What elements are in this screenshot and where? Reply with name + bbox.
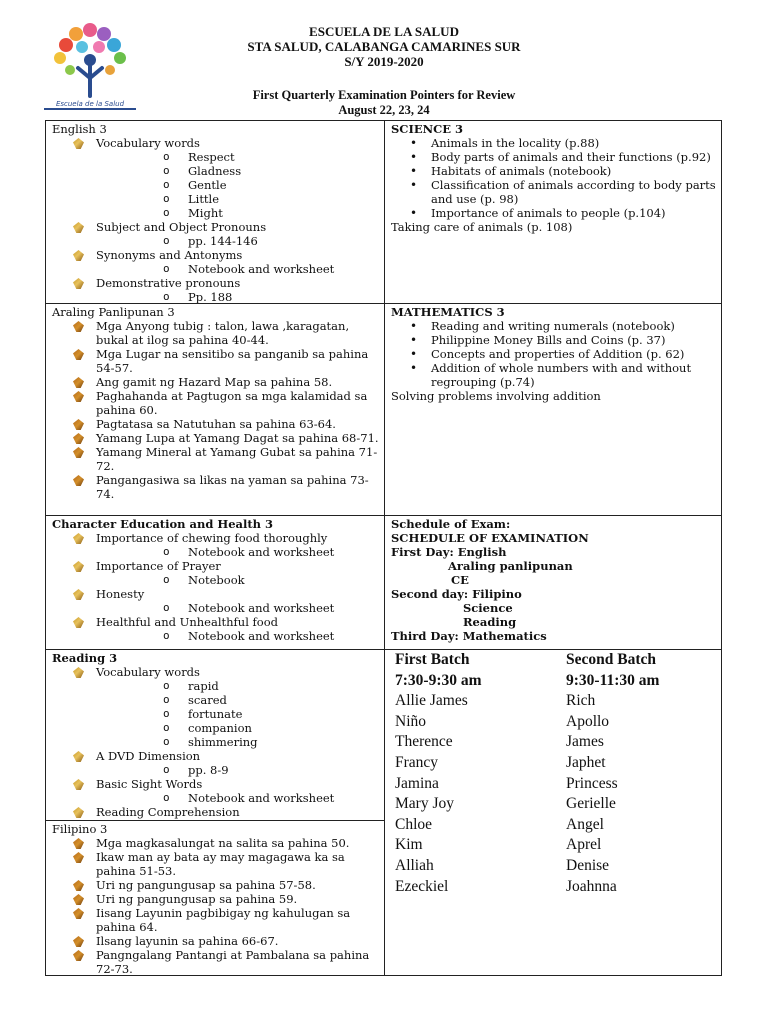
- science-list: [385, 136, 722, 220]
- schedule-cell: [385, 516, 722, 650]
- list-item: Healthful and Unhealthful food o Notebook and worksheet: [46, 615, 384, 643]
- list-item: • Philippine Money Bills and Coins (p. 37): [385, 333, 722, 347]
- character-list: [46, 531, 384, 643]
- list-item: o Notebook and worksheet: [96, 601, 384, 615]
- batch-cell: [385, 650, 722, 977]
- list-item: A DVD Dimension o pp. 8-9: [46, 749, 384, 777]
- list-item: o fortunate: [96, 707, 384, 721]
- list-item: Mga Anyong tubig : talon, lawa ,karagatan, bukal at ilog sa pahina 40-44.: [46, 319, 384, 347]
- list-item: o Respect: [96, 150, 384, 164]
- list-item: • Classification of animals according to body parts and use (p. 98): [385, 178, 722, 206]
- student-name: Therence: [395, 733, 453, 751]
- schedule-line: CE: [451, 573, 469, 587]
- character-title: Character Education and Health 3: [52, 517, 274, 531]
- math-cell: [385, 304, 722, 516]
- list-item: Honesty o Notebook and worksheet: [46, 587, 384, 615]
- list-item: o Gladness: [96, 164, 384, 178]
- list-item: Iisang Layunin pagbibigay ng kahulugan sa pahina 64.: [46, 906, 384, 934]
- second-batch-time: 9:30-11:30 am: [566, 671, 660, 689]
- list-item: o Might: [96, 206, 384, 220]
- list-item: Ang gamit ng Hazard Map sa pahina 58.: [46, 375, 384, 389]
- list-item: Synonyms and Antonyms o Notebook and worksheet: [46, 248, 384, 276]
- list-item: o Notebook: [96, 573, 384, 587]
- list-item: Pangngalang Pantangi at Pambalana sa pahina 72-73.: [46, 948, 384, 976]
- list-item: Ilsang layunin sa pahina 66-67.: [46, 934, 384, 948]
- exam-dates: August 22, 23, 24: [338, 103, 430, 117]
- logo-caption: Escuela de la Salud: [44, 100, 136, 110]
- student-name: Alliah: [395, 856, 434, 874]
- math-title: MATHEMATICS 3: [391, 305, 505, 319]
- list-item: Yamang Mineral at Yamang Gubat sa pahina 71-72.: [46, 445, 384, 473]
- list-item: • Reading and writing numerals (notebook): [385, 319, 722, 333]
- list-item: • Concepts and properties of Addition (p. 62): [385, 347, 722, 361]
- list-item: o Notebook and worksheet: [96, 262, 384, 276]
- student-name: Princess: [566, 774, 618, 792]
- schedule-title: SCHEDULE OF EXAMINATION: [391, 531, 589, 545]
- first-batch-time: 7:30-9:30 am: [395, 671, 482, 689]
- list-item: • Addition of whole numbers with and without regrouping (p.74): [385, 361, 722, 389]
- list-item: • Animals in the locality (p.88): [385, 136, 722, 150]
- reading-list: [46, 665, 384, 819]
- schedule-line: Araling panlipunan: [448, 559, 573, 573]
- araling-title: Araling Panlipunan 3: [52, 305, 175, 319]
- english-list: [46, 136, 384, 304]
- list-item: Vocabulary words o Respect o Gladness o Gentle o Little o Might: [46, 136, 384, 220]
- list-item: o Notebook and worksheet: [96, 629, 384, 643]
- second-batch-column: [566, 650, 659, 897]
- student-name: Jamina: [395, 774, 439, 792]
- student-name: Kim: [395, 836, 423, 854]
- filipino-list: [46, 836, 384, 976]
- school-address: STA SALUD, CALABANGA CAMARINES SUR: [247, 39, 521, 54]
- student-name: Ezeckiel: [395, 877, 449, 895]
- list-item: Mga magkasalungat na salita sa pahina 50.: [46, 836, 384, 850]
- list-item: o Gentle: [96, 178, 384, 192]
- student-name: Rich: [566, 692, 596, 710]
- second-batch-title: Second Batch: [566, 651, 656, 668]
- student-name: Angel: [566, 815, 604, 833]
- schedule-line: Reading: [463, 615, 517, 629]
- list-item: Pagtatasa sa Natutuhan sa pahina 63-64.: [46, 417, 384, 431]
- list-item: Mga Lugar na sensitibo sa panganib sa pahina 54-57.: [46, 347, 384, 375]
- student-name: Aprel: [566, 836, 602, 854]
- list-item: Pangangasiwa sa likas na yaman sa pahina 73-74.: [46, 473, 384, 501]
- character-cell: [46, 516, 385, 650]
- list-item: Ikaw man ay bata ay may magagawa ka sa pahina 51-53.: [46, 850, 384, 878]
- list-item: Yamang Lupa at Yamang Dagat sa pahina 68-71.: [46, 431, 384, 445]
- schedule-heading: Schedule of Exam:: [391, 517, 511, 531]
- student-name: Allie James: [395, 692, 468, 710]
- filipino-title: Filipino 3: [52, 822, 108, 836]
- schedule-line: First Day: English: [391, 545, 507, 559]
- list-item: Importance of chewing food thoroughly o Notebook and worksheet: [46, 531, 384, 559]
- schedule-line: Science: [463, 601, 513, 615]
- reading-cell: [46, 650, 385, 821]
- student-name: Gerielle: [566, 795, 616, 813]
- student-name: James: [566, 733, 604, 751]
- list-item: o Little: [96, 192, 384, 206]
- student-name: Japhet: [566, 753, 606, 771]
- list-item: o shimmering: [96, 735, 384, 749]
- science-extra: Taking care of animals (p. 108): [391, 220, 573, 234]
- list-item: • Habitats of animals (notebook): [385, 164, 722, 178]
- list-item: • Body parts of animals and their functions (p.92): [385, 150, 722, 164]
- araling-cell: [46, 304, 385, 516]
- science-title: SCIENCE 3: [391, 122, 464, 136]
- school-name: ESCUELA DE LA SALUD: [309, 24, 459, 39]
- review-table: [45, 120, 722, 976]
- list-item: Demonstrative pronouns o Pp. 188: [46, 276, 384, 304]
- document-header: [0, 0, 768, 120]
- filipino-cell: [46, 821, 385, 976]
- list-item: Importance of Prayer o Notebook: [46, 559, 384, 587]
- list-item: o companion: [96, 721, 384, 735]
- schedule-line: Second day: Filipino: [391, 587, 522, 601]
- student-name: Niño: [395, 712, 426, 730]
- student-name: Francy: [395, 753, 439, 771]
- english-cell: [46, 121, 385, 304]
- list-item: Basic Sight Words o Notebook and worksheet: [46, 777, 384, 805]
- list-item: Paghahanda at Pagtugon sa mga kalamidad sa pahina 60.: [46, 389, 384, 417]
- list-item: • Importance of animals to people (p.104): [385, 206, 722, 220]
- student-name: Mary Joy: [395, 795, 454, 813]
- student-name: Joahnna: [566, 877, 617, 895]
- list-item: Vocabulary words o rapid o scared o fortunate o companion o shimmering: [46, 665, 384, 749]
- math-extra: Solving problems involving addition: [391, 389, 601, 403]
- student-name: Apollo: [566, 712, 610, 730]
- first-batch-column: [395, 650, 482, 897]
- school-year: S/Y 2019-2020: [344, 54, 424, 69]
- list-item: o pp. 144-146: [96, 234, 384, 248]
- araling-list: [46, 319, 384, 501]
- list-item: Reading Comprehension: [46, 805, 384, 819]
- list-item: o pp. 8-9: [96, 763, 384, 777]
- student-name: Denise: [566, 856, 610, 874]
- schedule-line: Third Day: Mathematics: [391, 629, 547, 643]
- math-list: [385, 319, 722, 389]
- science-cell: [385, 121, 722, 304]
- reading-title: Reading 3: [52, 651, 118, 665]
- list-item: Uri ng pangungusap sa pahina 59.: [46, 892, 384, 906]
- english-title: English 3: [52, 122, 107, 136]
- page-title: First Quarterly Examination Pointers for Review: [252, 88, 516, 102]
- list-item: o Notebook and worksheet: [96, 791, 384, 805]
- list-item: Uri ng pangungusap sa pahina 57-58.: [46, 878, 384, 892]
- list-item: Subject and Object Pronouns o pp. 144-146: [46, 220, 384, 248]
- list-item: o rapid: [96, 679, 384, 693]
- first-batch-title: First Batch: [395, 651, 470, 668]
- list-item: o scared: [96, 693, 384, 707]
- list-item: o Pp. 188: [96, 290, 384, 304]
- list-item: o Notebook and worksheet: [96, 545, 384, 559]
- student-name: Chloe: [395, 815, 433, 833]
